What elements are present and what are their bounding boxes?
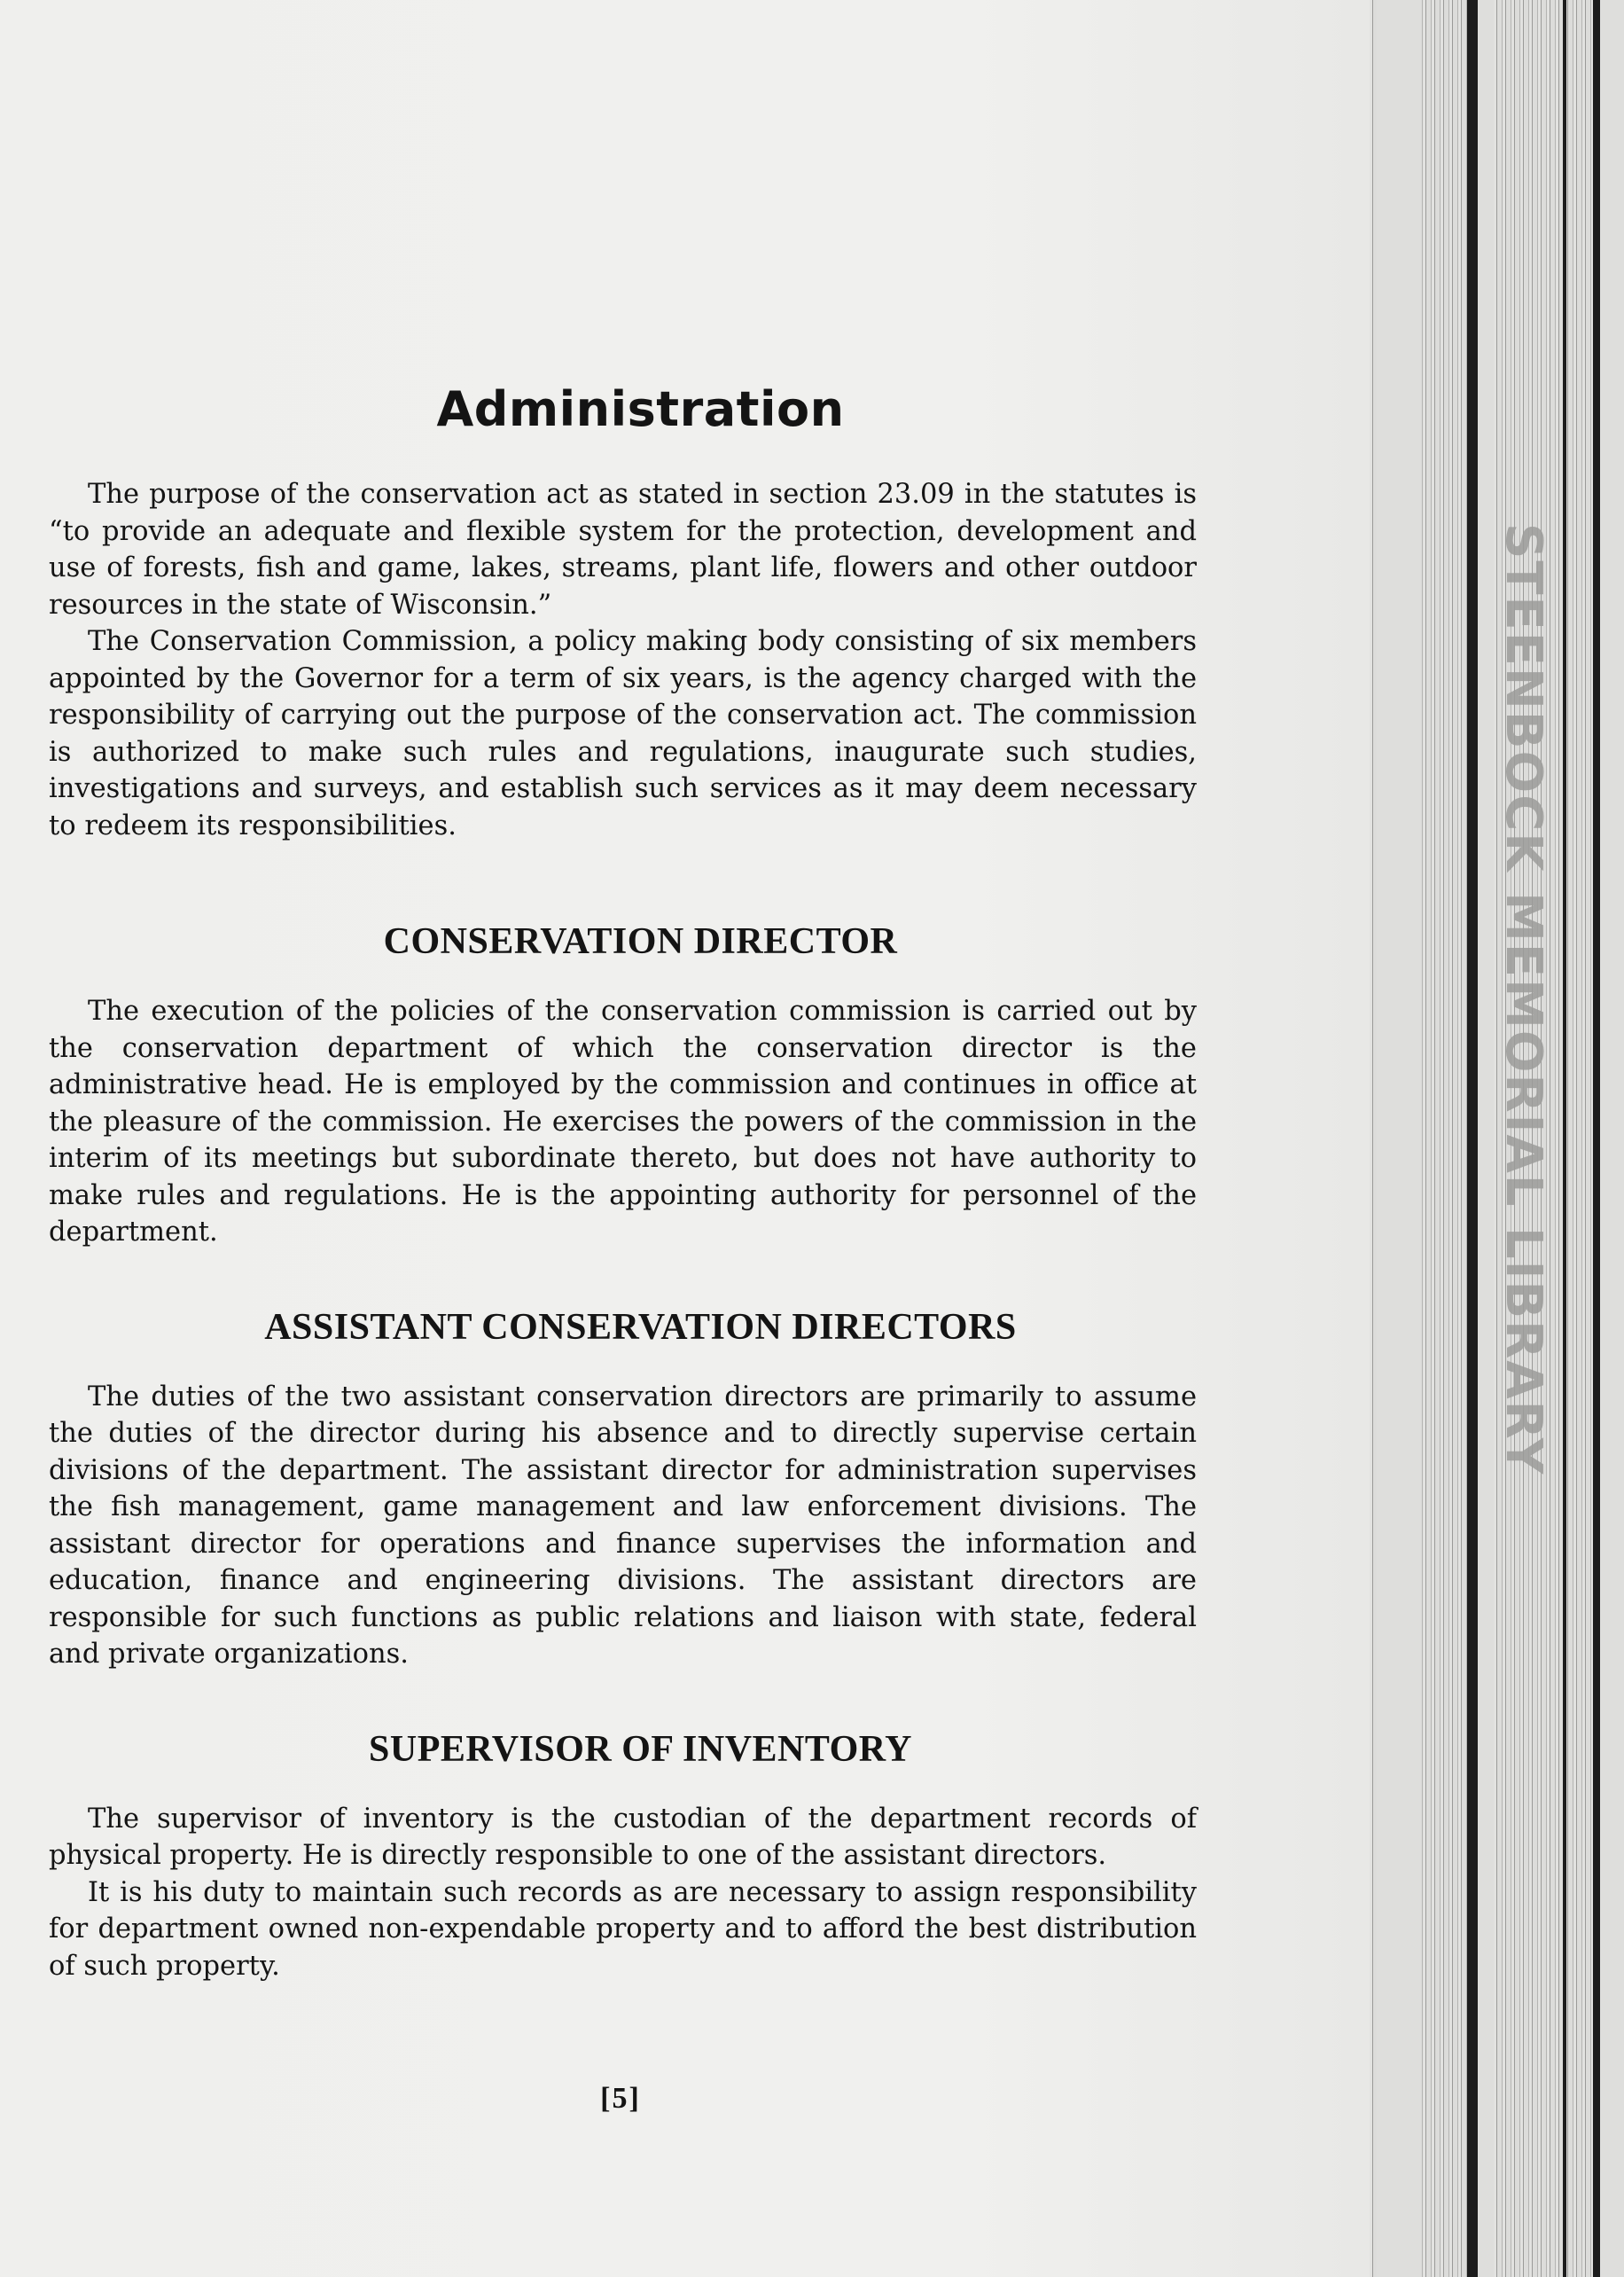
edge-band <box>1563 0 1566 2277</box>
library-stamp: STEENBOCK MEMORIAL LIBRARY <box>1495 523 1552 1476</box>
page-number: [5] <box>600 2082 641 2115</box>
section-supervisor-of-inventory <box>49 1728 1197 1985</box>
section-heading: SUPERVISOR OF INVENTORY <box>369 1728 912 1770</box>
section-paragraph: It is his duty to maintain such records as are necessary to assign responsibility for department owned non-expendable property and to afford the best distribution of such property. <box>49 1876 1197 1982</box>
section-paragraph: The duties of the two assistant conservation directors are primarily to assume the duties of the director during his absence and to directly supervise certain divisions of the department. The assistant director for administration supervises the fish management, game management and law enforcement divisions. The assistant director for operations and finance supervises the information and education, finance and engineering divisions. The assistant directors are responsible for such functions as public relations and liaison with state, federal and private organizations. <box>49 1381 1197 1670</box>
section-paragraph: The supervisor of inventory is the custodian of the department records of physical property. He is directly responsible to one of the assistant directors. <box>49 1803 1197 1871</box>
section-assistant-directors <box>49 1306 1197 1673</box>
section-heading: ASSISTANT CONSERVATION DIRECTORS <box>264 1306 1017 1348</box>
edge-band <box>1593 0 1600 2277</box>
section-heading: CONSERVATION DIRECTOR <box>383 921 898 962</box>
page-content <box>49 381 1197 2039</box>
section-conservation-director <box>49 920 1197 1251</box>
edge-band <box>1377 0 1421 2277</box>
edge-band <box>1478 0 1494 2277</box>
intro-paragraph: The purpose of the conservation act as stated in section 23.09 in the statutes is “to provide an adequate and flexible system for the protection, development and use of forests, fish and game, lakes, streams, plant life, flowers and other outdoor resources in the state of Wisconsin.” <box>49 479 1197 621</box>
edge-band <box>1467 0 1478 2277</box>
page-title: Administration <box>436 381 845 437</box>
edge-band <box>1600 0 1624 2277</box>
section-paragraph: The execution of the policies of the conservation commission is carried out by the conservation department of which the conservation director is the administrative head. He is employed by the commission and continues in office at the pleasure of the commission. He exercises the powers of the commission in the interim of its meetings but subordinate thereto, but does not have authority to make rules and regulations. He is the appointing authority for personnel of the department. <box>49 996 1197 1248</box>
intro-section <box>49 476 1197 844</box>
intro-paragraph: The Conservation Commission, a policy making body consisting of six members appointed by the Governor for a term of six years, is the agency charged with the responsibility of carrying out the purpose of the conservation act. The commission is authorized to make such rules and regulations, inaugurate such studies, investigations and surveys, and establish such services as it may deem necessary to redeem its responsibilities. <box>49 626 1197 841</box>
